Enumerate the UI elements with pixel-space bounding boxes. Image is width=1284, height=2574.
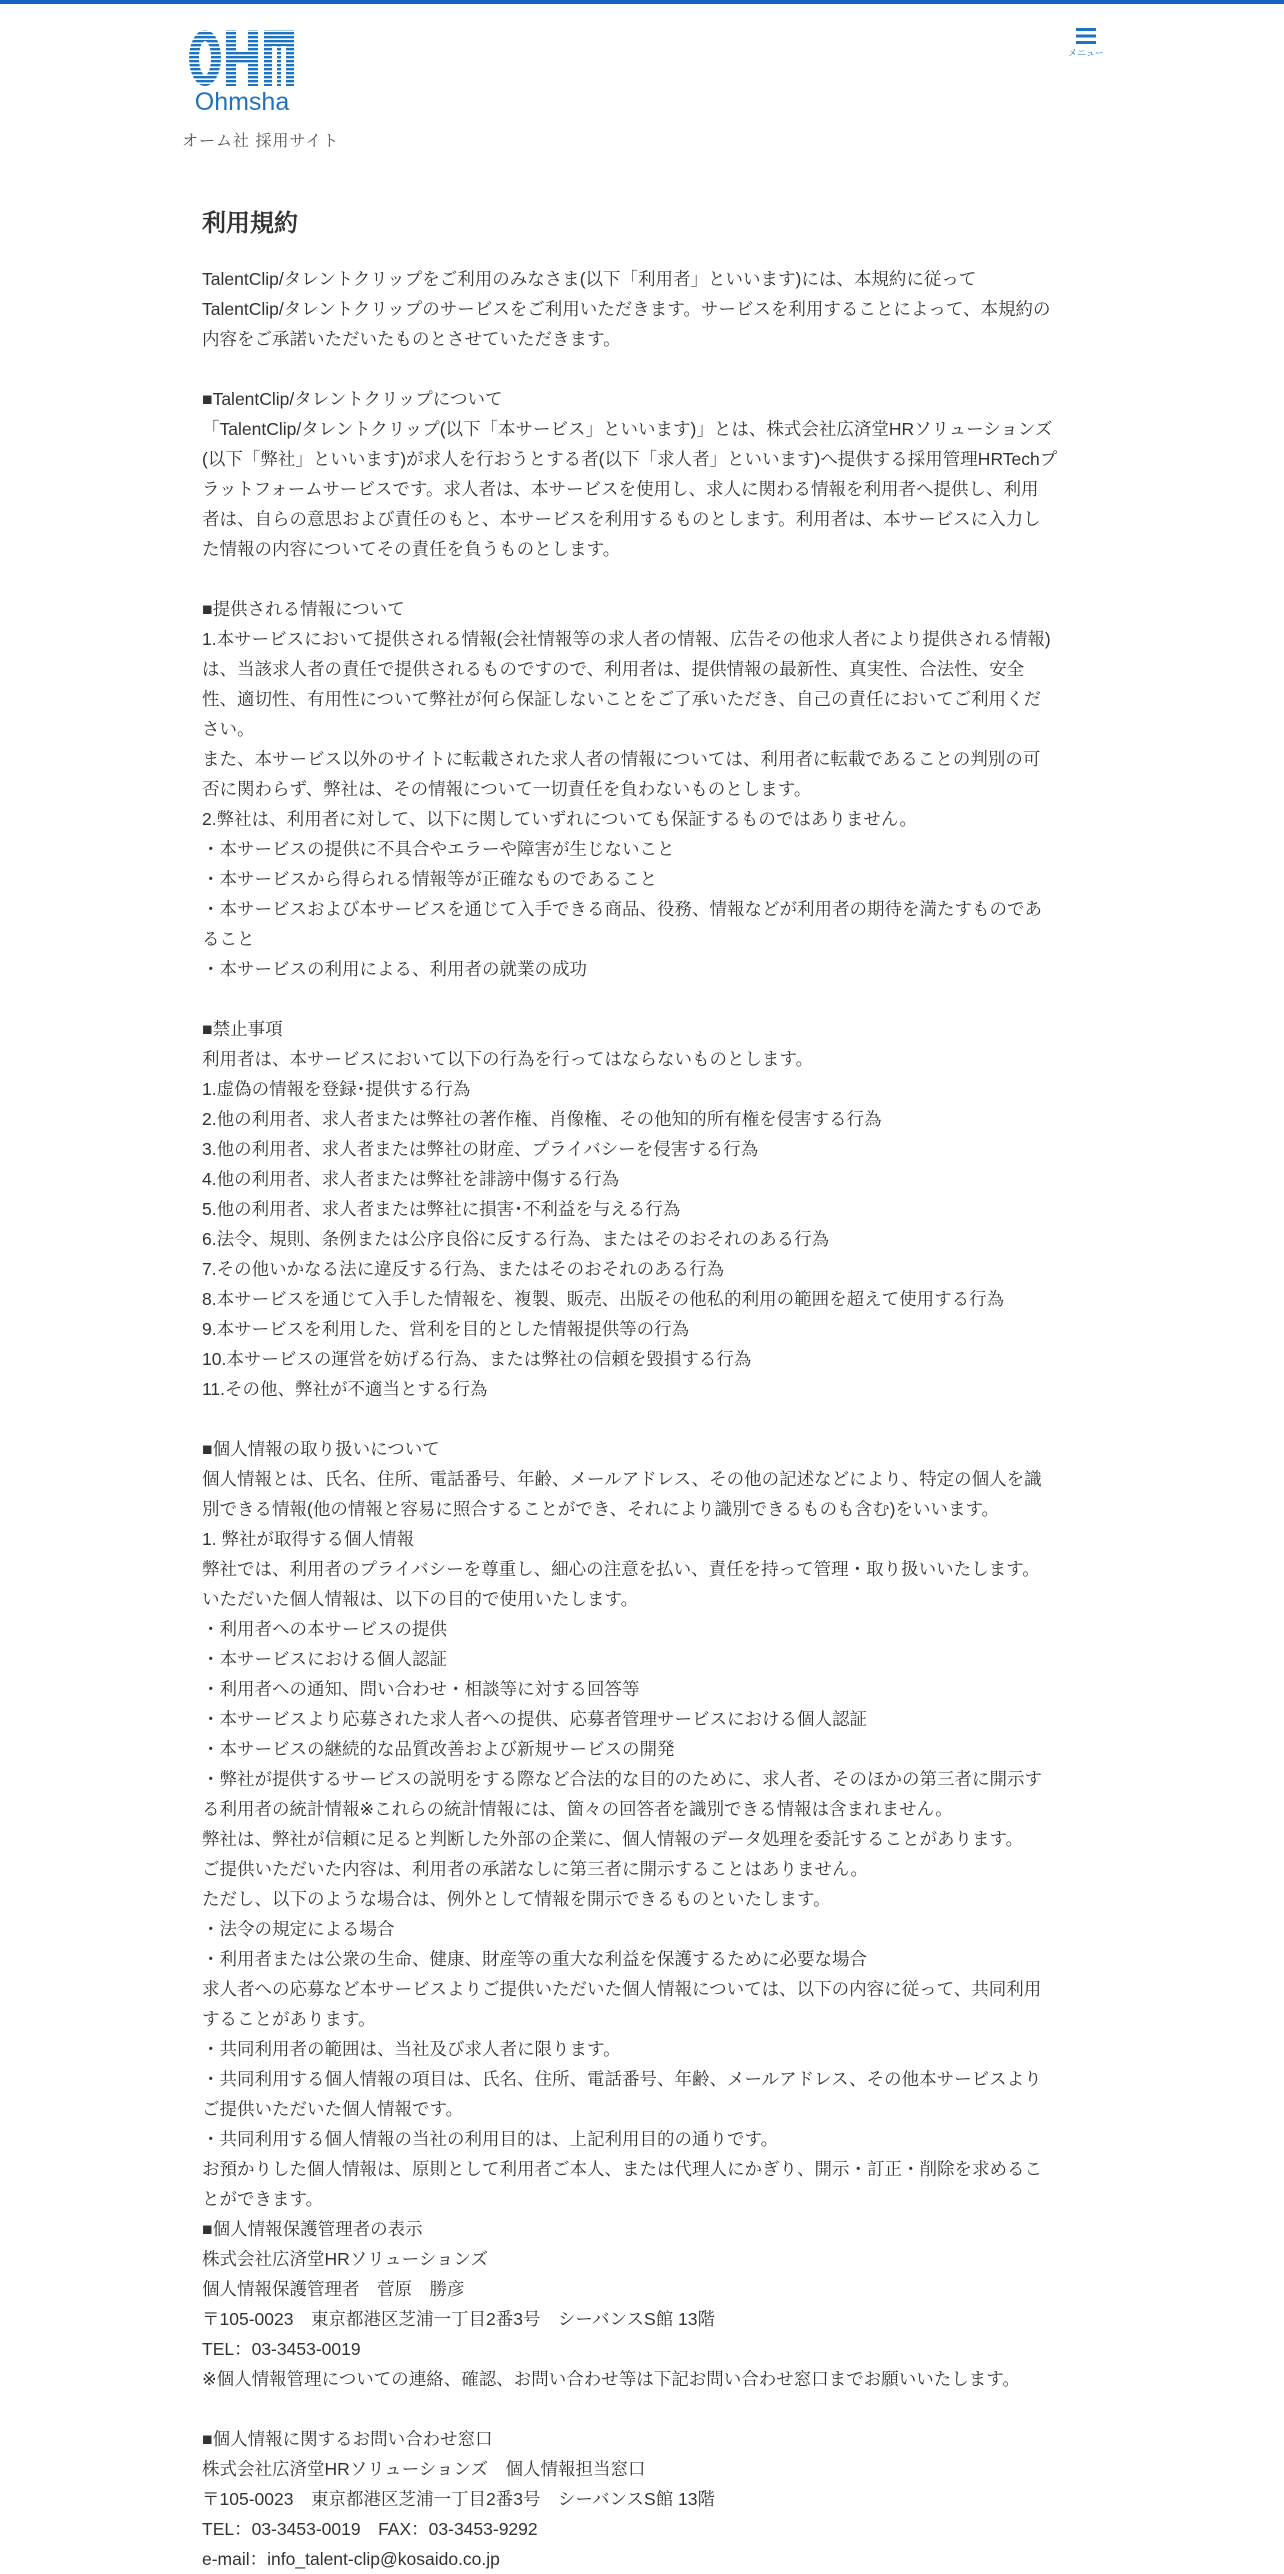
logo-wordmark: Ohmsha <box>194 88 290 116</box>
text-line: ・利用者または公衆の生命、健康、財産等の重大な利益を保護するために必要な場合 <box>202 1949 867 1969</box>
text-line: ・本サービスの提供に不具合やエラーや障害が生じないこと <box>202 839 675 859</box>
top-accent-bar <box>0 0 1284 4</box>
text-line: お預かりした個人情報は、原則として利用者ご本人、または代理人にかぎり、開示・訂正・削除を求めるこ <box>202 2159 1042 2179</box>
text-line: ご提供いただいた内容は、利用者の承諾なしに第三者に開示することはありません。 <box>202 1859 869 1879</box>
text-line: 2.他の利用者、求人者または弊社の著作権、肖像権、その他知的所有権を侵害する行為 <box>202 1109 882 1129</box>
text-line: ・本サービスの継続的な品質改善および新規サービスの開発 <box>202 1739 675 1759</box>
text-line: 〒105-0023 東京都港区芝浦一丁目2番3号 シーバンスS館 13階 <box>202 2489 716 2509</box>
blank-line <box>202 2394 1082 2424</box>
text-line: ただし、以下のような場合は、例外として情報を開示できるものといたします。 <box>202 1889 831 1909</box>
text-line: さい。 <box>202 719 255 739</box>
text-line: ・本サービスおよび本サービスを通じて入手できる商品、役務、情報などが利用者の期待を満たすものであ <box>202 899 1042 919</box>
blank-line <box>202 354 1082 384</box>
text-line: いただいた個人情報は、以下の目的で使用いたします。 <box>202 1589 639 1609</box>
text-line: 株式会社広済堂HRソリューションズ <box>202 2249 489 2269</box>
text-line: ・本サービスから得られる情報等が正確なものであること <box>202 869 657 889</box>
blank-line <box>202 564 1082 594</box>
text-line: 弊社では、利用者のプライバシーを尊重し、細心の注意を払い、責任を持って管理・取り扱いいたします。 <box>202 1559 1040 1579</box>
section-heading: ■個人情報の取り扱いについて <box>202 1439 440 1459</box>
text-line: ・本サービスにおける個人認証 <box>202 1649 447 1669</box>
text-line: 3.他の利用者、求人者または弊社の財産、プライバシーを侵害する行為 <box>202 1139 759 1159</box>
text-line: TalentClip/タレントクリップのサービスをご利用いただきます。サービスを利用することによって、本規約の <box>202 299 1051 319</box>
text-line: ・利用者への通知、問い合わせ・相談等に対する回答等 <box>202 1679 640 1699</box>
blank-line <box>202 1404 1082 1434</box>
text-line: 者は、自らの意思および責任のもと、本サービスを利用するものとします。利用者は、本サービスに入力し <box>202 509 1041 529</box>
text-line: 1. 弊社が取得する個人情報 <box>202 1529 414 1549</box>
text-line: ・本サービスの利用による、利用者の就業の成功 <box>202 959 587 979</box>
text-line: 6.法令、規則、条例または公序良俗に反する行為、またはそのおそれのある行為 <box>202 1229 830 1249</box>
text-line: TEL：03-3453-0019 FAX：03-3453-9292 <box>202 2519 538 2539</box>
text-line: e-mail：info_talent-clip@kosaido.co.jp <box>202 2549 500 2569</box>
menu-button[interactable] <box>1066 24 1106 64</box>
text-line: ・弊社が提供するサービスの説明をする際など合法的な目的のために、求人者、そのほかの第三者に開示す <box>202 1769 1042 1789</box>
text-line: 7.その他いかなる法に違反する行為、またはそのおそれのある行為 <box>202 1259 725 1279</box>
text-line: 内容をご承諾いただいたものとさせていただきます。 <box>202 329 621 349</box>
text-line: る利用者の統計情報※これらの統計情報には、箇々の回答者を識別できる情報は含まれません。 <box>202 1799 953 1819</box>
text-line: 否に関わらず、弊社は、その情報について一切責任を負わないものとします。 <box>202 779 812 799</box>
text-line: することがあります。 <box>202 2009 376 2029</box>
section-heading: ■個人情報に関するお問い合わせ窓口 <box>202 2429 493 2449</box>
text-line: ・共同利用する個人情報の項目は、氏名、住所、電話番号、年齢、メールアドレス、その他本サービスより <box>202 2069 1042 2089</box>
text-line: 性、適切性、有用性について弊社が何ら保証しないことをご了承いただき、自己の責任においてご利用くだ <box>202 689 1041 709</box>
text-line: ること <box>202 929 255 949</box>
text-line: 11.その他、弊社が不適当とする行為 <box>202 1379 488 1399</box>
text-line: 5.他の利用者、求人者または弊社に損害･不利益を与える行為 <box>202 1199 681 1219</box>
site-subtitle: オーム社 採用サイト <box>182 133 340 150</box>
text-line: 個人情報とは、氏名、住所、電話番号、年齢、メールアドレス、その他の記述などにより、特定の個人を識 <box>202 1469 1042 1489</box>
page-title: 利用規約 <box>202 210 298 237</box>
text-line: ラットフォームサービスです。求人者は、本サービスを使用し、求人に関わる情報を利用者へ提供し、利用 <box>202 479 1039 499</box>
text-line: 9.本サービスを利用した、営利を目的とした情報提供等の行為 <box>202 1319 690 1339</box>
logo-link[interactable] <box>182 28 302 118</box>
text-line: ・共同利用する個人情報の当社の利用目的は、上記利用目的の通りです。 <box>202 2129 779 2149</box>
text-line: 個人情報保護管理者 菅原 勝彦 <box>202 2279 465 2299</box>
text-line: 10.本サービスの運営を妨げる行為、または弊社の信頼を毀損する行為 <box>202 1349 752 1369</box>
text-line: 別できる情報(他の情報と容易に照合することができ、それにより識別できるものも含む)をいいます。 <box>202 1499 1000 1519</box>
text-line: 4.他の利用者、求人者または弊社を誹謗中傷する行為 <box>202 1169 620 1189</box>
text-line: ・利用者への本サービスの提供 <box>202 1619 447 1639</box>
text-line: 「TalentClip/タレントクリップ(以下「本サービス」といいます)」とは、株式会社広済堂HRソリューションズ <box>202 419 1053 439</box>
menu-label: メニュー <box>1067 48 1104 58</box>
text-line: 利用者は、本サービスにおいて以下の行為を行ってはならないものとします。 <box>202 1049 814 1069</box>
section-heading: ■禁止事項 <box>202 1019 283 1039</box>
text-line: (以下「弊社」といいます)が求人を行おうとする者(以下「求人者」といいます)へ提供する採用管理HRTechプ <box>202 449 1058 469</box>
text-line: 2.弊社は、利用者に対して、以下に関していずれについても保証するものではありません。 <box>202 809 917 829</box>
text-line: ※個人情報管理についての連絡、確認、お問い合わせ等は下記お問い合わせ窓口までお願いいたします。 <box>202 2369 1020 2389</box>
text-line: 〒105-0023 東京都港区芝浦一丁目2番3号 シーバンスS館 13階 <box>202 2309 716 2329</box>
text-line: また、本サービス以外のサイトに転載された求人者の情報については、利用者に転載であることの判別の可 <box>202 749 1041 769</box>
text-line: 求人者への応募など本サービスよりご提供いただいた個人情報については、以下の内容に従って、共同利用 <box>202 1979 1042 1999</box>
text-line: ご提供いただいた個人情報です。 <box>202 2099 464 2119</box>
ohmsha-logo-mark-icon <box>188 28 296 88</box>
text-line: とができます。 <box>202 2189 324 2209</box>
text-line: ・共同利用者の範囲は、当社及び求人者に限ります。 <box>202 2039 621 2059</box>
text-line: は、当該求人者の責任で提供されるものですので、利用者は、提供情報の最新性、真実性、合法性、安全 <box>202 659 1025 679</box>
text-line: 1.虚偽の情報を登録･提供する行為 <box>202 1079 471 1099</box>
terms-content <box>202 206 1082 2574</box>
text-line: ・本サービスより応募された求人者への提供、応募者管理サービスにおける個人認証 <box>202 1709 867 1729</box>
blank-line <box>202 984 1082 1014</box>
section-heading: ■TalentClip/タレントクリップについて <box>202 389 503 409</box>
section-heading: ■個人情報保護管理者の表示 <box>202 2219 423 2239</box>
text-line: た情報の内容についてその責任を負うものとします。 <box>202 539 621 559</box>
text-line: ・法令の規定による場合 <box>202 1919 395 1939</box>
section-heading: ■提供される情報について <box>202 599 405 619</box>
hamburger-menu-icon <box>1076 27 1096 45</box>
terms-body <box>202 264 1082 2574</box>
text-line: TalentClip/タレントクリップをご利用のみなさま(以下「利用者」といいます)には、本規約に従って <box>202 269 977 289</box>
text-line: 8.本サービスを通じて入手した情報を、複製、販売、出版その他私的利用の範囲を超えて使用する行為 <box>202 1289 1005 1309</box>
text-line: TEL：03-3453-0019 <box>202 2339 361 2359</box>
text-line: 弊社は、弊社が信頼に足ると判断した外部の企業に、個人情報のデータ処理を委託することがあります。 <box>202 1829 1024 1849</box>
text-line: 1.本サービスにおいて提供される情報(会社情報等の求人者の情報、広告その他求人者により提供される情報) <box>202 629 1051 649</box>
text-line: 株式会社広済堂HRソリューションズ 個人情報担当窓口 <box>202 2459 646 2479</box>
